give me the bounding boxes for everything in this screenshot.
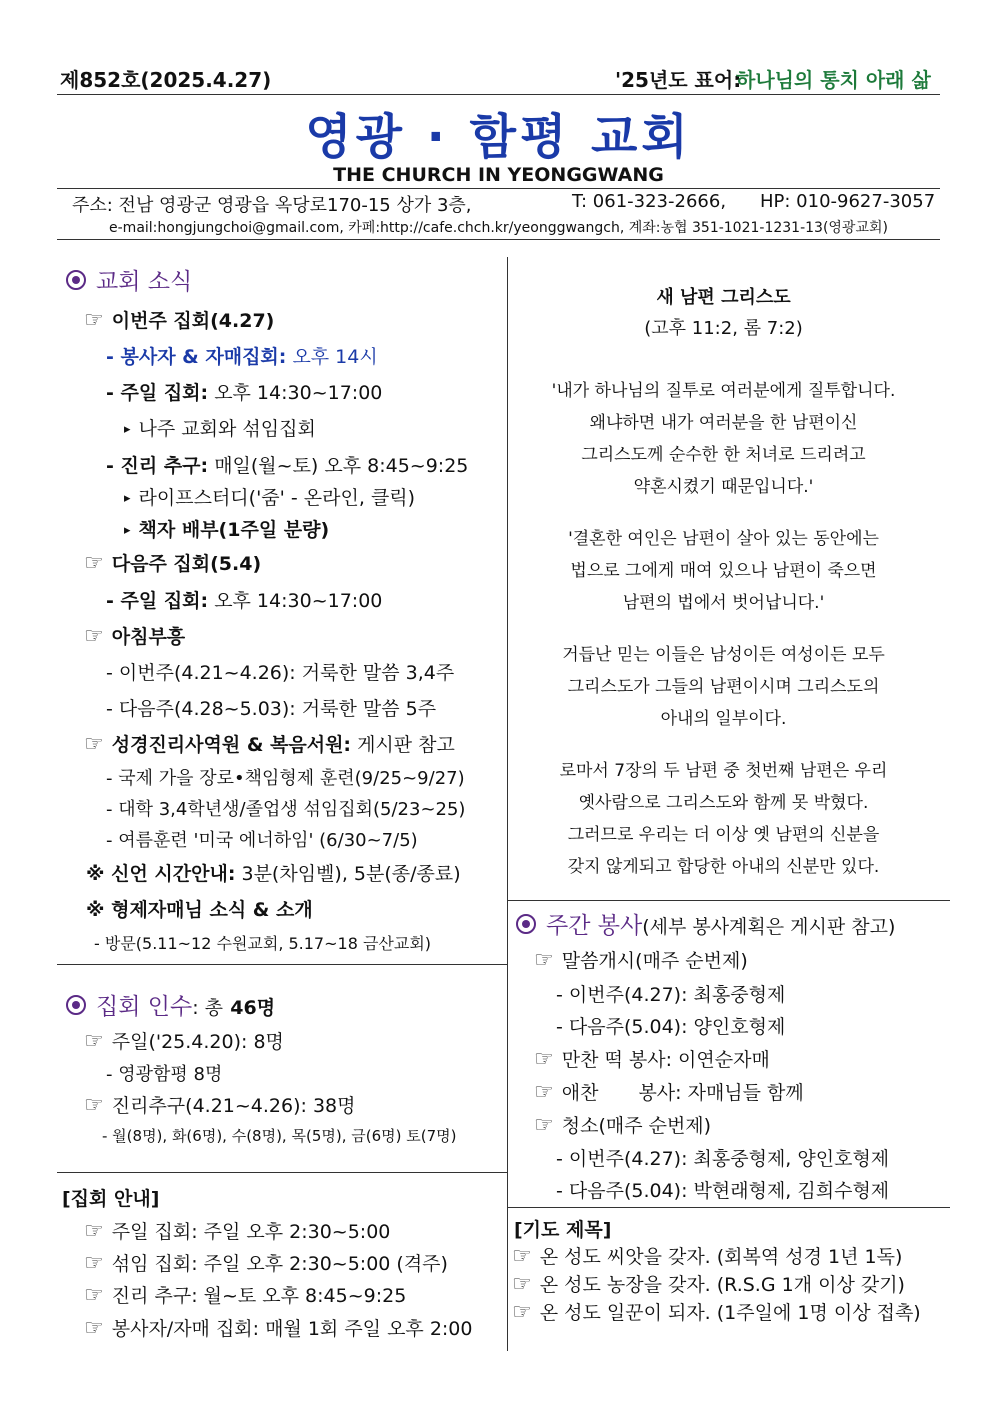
church-subtitle: THE CHURCH IN YEONGGWANG — [333, 164, 664, 186]
pointing-hand-icon: ☞ — [534, 1113, 554, 1138]
message-title: 새 남편 그리스도 — [656, 287, 791, 308]
speaking-time-note: ※ 신언 시간안내: 3분(차임벨), 5분(종/종료) — [86, 863, 461, 885]
section-bullet-icon — [516, 914, 536, 934]
attendance-section-title: 집회 인수: 총 46명 — [66, 988, 275, 1021]
prayer-item: ☞ 온 성도 일꾼이 되자. (1주일에 1명 이상 접촉) — [512, 1300, 921, 1325]
news-line-8: - 이번주(4.21~4.26): 거룩한 말씀 3,4주 — [106, 662, 455, 684]
message-bottom-rule — [507, 900, 950, 901]
bible-heading: ☞ 성경진리사역원 & 복음서원: 게시판 참고 — [84, 732, 455, 757]
triangle-bullet-icon: ▸ — [124, 523, 131, 538]
motto-label: '25년도 표어: — [615, 68, 742, 92]
message-p3-line: 거듭난 믿는 이들은 남성이든 여성이든 모두 — [562, 645, 885, 665]
pointing-hand-icon: ☞ — [84, 1093, 104, 1118]
service-bottom-rule — [507, 1207, 950, 1208]
news-line-7: - 주일 집회: 오후 14:30~17:00 — [106, 590, 383, 612]
guide-item: ☞ 섞임 집회: 주일 오후 2:30~5:00 (격주) — [84, 1251, 448, 1276]
mobile: HP: 010-9627-3057 — [760, 191, 936, 212]
pointing-hand-icon: ☞ — [84, 624, 104, 649]
message-p4-line: 그러므로 우리는 더 이상 옛 남편의 신분을 — [567, 825, 880, 845]
news-line-12: - 여름훈련 '미국 에너하임' (6/30~7/5) — [106, 830, 418, 851]
church-title: 영광 · 함평 교회 — [305, 109, 692, 165]
pointing-hand-icon: ☞ — [534, 948, 554, 973]
message-p2-line: '결혼한 여인은 남편이 살아 있는 동안에는 — [568, 529, 879, 549]
attendance-truth-sub: - 월(8명), 화(6명), 수(8명), 목(5명), 금(6명) 토(7명) — [102, 1127, 457, 1145]
prayer-item: ☞ 온 성도 씨앗을 갖자. (회복역 성경 1년 1독) — [512, 1244, 903, 1269]
address: 주소: 전남 영광군 영광읍 옥당로170-15 상가 3층, — [72, 195, 472, 216]
morning-heading: ☞ 아침부흥 — [84, 624, 186, 649]
message-p4-line: 옛사람으로 그리스도와 함께 못 박혔다. — [578, 793, 869, 813]
guide-title: [집회 안내] — [62, 1188, 160, 1210]
service-clean: ☞ 청소(매주 순번제) — [534, 1113, 712, 1138]
phone: T: 061-323-2666, — [572, 191, 727, 212]
news-line-9: - 다음주(4.28~5.03): 거룩한 말씀 5주 — [106, 698, 437, 720]
attendance-sunday: ☞ 주일('25.4.20): 8명 — [84, 1029, 284, 1054]
message-p1-line: 왜냐하면 내가 여러분을 한 남편이신 — [589, 413, 858, 433]
members-news-note: ※ 형제자매님 소식 & 소개 — [86, 899, 313, 921]
service-word: ☞ 말씀개시(매주 순번제) — [534, 948, 748, 973]
triangle-bullet-icon: ▸ — [124, 491, 131, 506]
news-line-2: - 주일 집회: 오후 14:30~17:00 — [106, 382, 383, 404]
news-line-11: - 대학 3,4학년생/졸업생 섞임집회(5/23~25) — [106, 799, 466, 820]
header-rule-3 — [57, 239, 940, 240]
service-clean-2: - 다음주(5.04): 박현래형제, 김희수형제 — [556, 1180, 890, 1202]
service-word-1: - 이번주(4.27): 최홍중형제 — [556, 984, 786, 1006]
pointing-hand-icon: ☞ — [84, 1316, 104, 1341]
attendance-bottom-rule — [57, 1172, 507, 1173]
header-top-rule — [57, 94, 940, 95]
pointing-hand-icon: ☞ — [534, 1047, 554, 1072]
pointing-hand-icon: ☞ — [512, 1272, 532, 1297]
message-reference: (고후 11:2, 롬 7:2) — [644, 318, 803, 339]
service-word-2: - 다음주(5.04): 양인호형제 — [556, 1016, 786, 1038]
section-bullet-icon — [66, 270, 86, 290]
news-line-10: - 국제 가을 장로•책임형제 훈련(9/25~9/27) — [106, 768, 465, 789]
message-p1-line: 그리스도께 순수한 한 처녀로 드리려고 — [581, 445, 866, 465]
message-p2-line: 남편의 법에서 벗어납니다.' — [622, 593, 825, 613]
guide-item: ☞ 진리 추구: 월~토 오후 8:45~9:25 — [84, 1283, 407, 1308]
news-section-title — [66, 263, 192, 296]
pointing-hand-icon: ☞ — [512, 1244, 532, 1269]
pointing-hand-icon: ☞ — [84, 308, 104, 333]
header-rule-2 — [57, 188, 940, 189]
news-line-6: ▸ 책자 배부(1주일 분량) — [124, 519, 330, 541]
news-line-5: ▸ 라이프스터디('줌' - 온라인, 클릭) — [124, 487, 416, 509]
pointing-hand-icon: ☞ — [84, 1029, 104, 1054]
message-p4-line: 로마서 7장의 두 남편 중 첫번째 남편은 우리 — [559, 761, 888, 781]
guide-item: ☞ 봉사자/자매 집회: 매월 1회 주일 오후 2:00 — [84, 1316, 473, 1341]
pointing-hand-icon: ☞ — [84, 1283, 104, 1308]
pointing-hand-icon: ☞ — [512, 1300, 532, 1325]
pointing-hand-icon: ☞ — [84, 1251, 104, 1276]
news-title-text: 교회 소식 — [96, 269, 193, 295]
issue-number: 제852호(2025.4.27) — [60, 68, 272, 92]
service-section-title: 주간 봉사(세부 봉사계획은 게시판 참고) — [516, 907, 895, 940]
message-p3-line: 아내의 일부이다. — [660, 709, 787, 729]
motto-text: 하나님의 통치 아래 삶 — [736, 68, 931, 92]
message-p3-line: 그리스도가 그들의 남편이시며 그리스도의 — [567, 677, 880, 697]
news-line-13: - 방문(5.11~12 수원교회, 5.17~18 금산교회) — [94, 934, 432, 953]
attendance-truth: ☞ 진리추구(4.21~4.26): 38명 — [84, 1093, 356, 1118]
service-hymn: ☞ 애찬 봉사: 자매님들 함께 — [534, 1080, 804, 1105]
pointing-hand-icon: ☞ — [84, 1219, 104, 1244]
message-p4-line: 갖지 않게되고 합당한 아내의 신분만 있다. — [567, 857, 880, 877]
prayer-title: [기도 제목] — [514, 1219, 612, 1241]
triangle-bullet-icon: ▸ — [124, 422, 131, 437]
contact-info: e-mail:hongjungchoi@gmail.com, 카페:http://cafe.chch.kr/yeonggwangch, 계좌:농협 351-1021-1231-13(영광교회) — [109, 220, 888, 236]
news-bottom-rule — [57, 964, 507, 965]
pointing-hand-icon: ☞ — [84, 551, 104, 576]
this-week-heading: ☞ 이번주 집회(4.27) — [84, 308, 275, 333]
service-feast: ☞ 만찬 떡 봉사: 이연순자매 — [534, 1047, 770, 1072]
news-line-3: ▸ 나주 교회와 섞임집회 — [124, 418, 316, 440]
attendance-sunday-sub: - 영광함평 8명 — [106, 1064, 223, 1085]
pointing-hand-icon: ☞ — [84, 732, 104, 757]
prayer-item: ☞ 온 성도 농장을 갖자. (R.S.G 1개 이상 갖기) — [512, 1272, 905, 1297]
news-line-4: - 진리 추구: 매일(월~토) 오후 8:45~9:25 — [106, 455, 469, 477]
message-p1-line: '내가 하나님의 질투로 여러분에게 질투합니다. — [551, 381, 896, 401]
service-clean-1: - 이번주(4.27): 최홍중형제, 양인호형제 — [556, 1148, 890, 1170]
news-line-1: - 봉사자 & 자매집회: 오후 14시 — [106, 346, 378, 368]
guide-item: ☞ 주일 집회: 주일 오후 2:30~5:00 — [84, 1219, 391, 1244]
pointing-hand-icon: ☞ — [534, 1080, 554, 1105]
section-bullet-icon — [66, 995, 86, 1015]
next-week-heading: ☞ 다음주 집회(5.4) — [84, 551, 262, 576]
message-p2-line: 법으로 그에게 매여 있으나 남편이 죽으면 — [570, 561, 877, 581]
message-p1-line: 약혼시켰기 때문입니다.' — [633, 477, 814, 497]
